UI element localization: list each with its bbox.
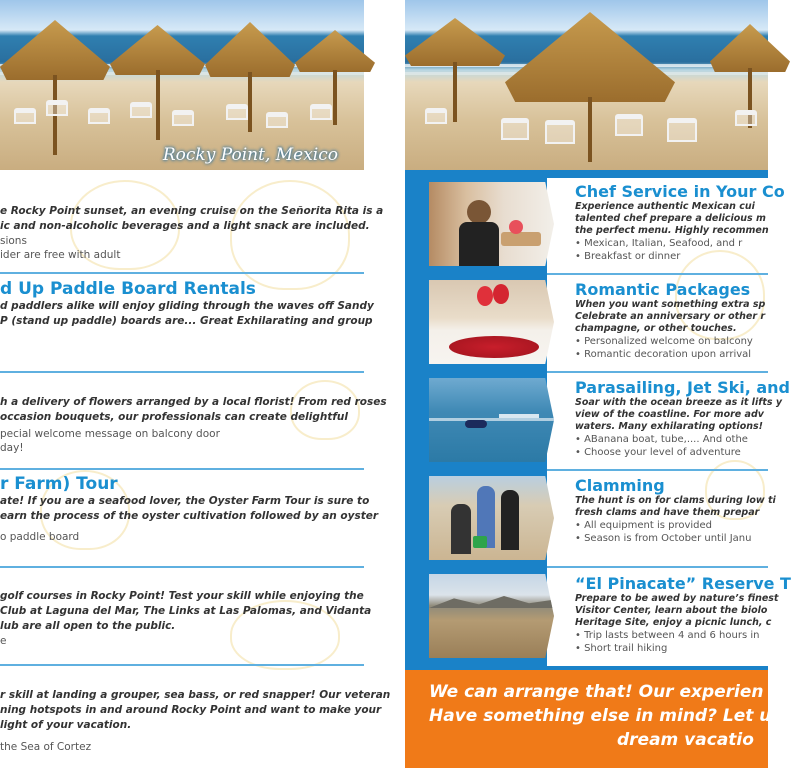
section-body-line: view of the coastline. For more adv [575, 409, 764, 420]
section-body-line: P (stand up paddle) boards are... Great Exhilarating and group [0, 315, 373, 327]
beach-hero-photo [0, 0, 364, 170]
section-divider [0, 468, 364, 470]
section-clamming [405, 466, 776, 561]
section-chef-service [405, 172, 785, 267]
section-fishing [0, 688, 391, 754]
section-bullet: • Choose your level of adventure [575, 447, 741, 458]
section-bullet: • Breakfast or dinner [575, 251, 681, 262]
section-body-line: golf courses in Rocky Point! Test your skill while enjoying the [0, 590, 364, 602]
section-body-line: earn the process of the oyster cultivation followed by an oyster [0, 510, 379, 522]
section-divider [0, 664, 364, 666]
section-body-line: lub are all open to the public. [0, 620, 176, 632]
hero-caption: Rocky Point, Mexico [162, 145, 338, 165]
romantic-bed-photo [429, 280, 554, 364]
section-bullet: • Season is from October until Janu [575, 533, 752, 544]
section-title: d Up Paddle Board Rentals [0, 279, 256, 299]
section-title: Parasailing, Jet Ski, and [575, 378, 791, 397]
cta-line: dream vacatio [617, 730, 754, 750]
section-body-line: Heritage Site, enjoy a picnic lunch, c [575, 617, 772, 628]
section-bullet: • Mexican, Italian, Seafood, and r [575, 238, 743, 249]
section-bullet: ider are free with adult [0, 249, 121, 261]
section-bullet: sions [0, 235, 27, 247]
section-body-line: e Rocky Point sunset, an evening cruise on the Señorita Rita is a [0, 205, 384, 217]
section-body-line: ic and non-alcoholic beverages and a light snack are included. [0, 220, 370, 232]
section-body-line: Celebrate an anniversary or other r [575, 311, 766, 322]
section-title: Romantic Packages [575, 280, 751, 299]
section-body-line: talented chef prepare a delicious m [575, 213, 766, 224]
section-divider [0, 371, 364, 373]
beach-hero-photo-right [405, 0, 768, 170]
section-bullet: e [0, 635, 7, 647]
brochure-page-right [405, 0, 791, 768]
section-body-line: When you want something extra sp [575, 299, 766, 310]
section-bullet: • Short trail hiking [575, 643, 668, 654]
section-title: Chef Service in Your Co [575, 182, 785, 201]
section-bullet: • All equipment is provided [575, 520, 713, 531]
section-divider [0, 272, 364, 274]
section-el-pinacate [405, 564, 791, 659]
section-bullet: • Trip lasts between 4 and 6 hours in [575, 630, 760, 641]
section-body-line: d paddlers alike will enjoy gliding through the waves off Sandy [0, 300, 374, 312]
section-oyster-farm-tour [0, 474, 379, 544]
section-body-line: ning hotspots in and around Rocky Point and want to make your [0, 704, 382, 716]
section-body-line: Prepare to be awed by nature’s finest [575, 593, 779, 604]
section-body-line: the perfect menu. Highly recommen [575, 225, 769, 236]
section-body-line: Experience authentic Mexican cui [575, 201, 755, 212]
section-romantic-packages [405, 270, 768, 365]
section-body-line: champagne, or other touches. [575, 323, 737, 334]
section-body-line: r skill at landing a grouper, sea bass, or red snapper! Our veteran [0, 689, 391, 701]
section-sunset-cruise [0, 204, 384, 262]
section-title: “El Pinacate” Reserve T [575, 574, 791, 593]
jet-ski-photo [429, 378, 554, 462]
call-to-action-banner [405, 670, 782, 768]
section-bullet: pecial welcome message on balcony door [0, 428, 220, 440]
section-title: Clamming [575, 476, 665, 495]
section-body-line: occasion bouquets, our professionals can create delightful [0, 411, 349, 423]
section-bullet: • ABanana boat, tube,.... And othe [575, 434, 748, 445]
brochure-page-left [0, 0, 391, 768]
section-golf [0, 589, 372, 648]
section-body-line: ate! If you are a seafood lover, the Oyster Farm Tour is sure to [0, 495, 370, 507]
section-body-line: light of your vacation. [0, 719, 132, 731]
cta-line: We can arrange that! Our experien [429, 682, 764, 702]
desert-reserve-photo [429, 574, 554, 658]
cta-line: Have something else in mind? Let us [429, 706, 782, 726]
section-flowers [0, 395, 387, 455]
section-parasailing [405, 368, 791, 463]
section-body-line: The hunt is on for clams during low ti [575, 495, 776, 506]
chef-photo [429, 182, 554, 266]
section-bullet: o paddle board [0, 531, 80, 543]
section-body-line: Club at Laguna del Mar, The Links at Las Palomas, and Vidanta [0, 605, 372, 617]
section-title: r Farm) Tour [0, 474, 118, 494]
section-divider [0, 566, 364, 568]
section-bullet: • Personalized welcome on balcony [575, 336, 753, 347]
section-body-line: Visitor Center, learn about the biolo [575, 605, 768, 616]
clamming-photo [429, 476, 554, 560]
section-paddle-board [0, 279, 374, 329]
section-bullet: • Romantic decoration upon arrival [575, 349, 752, 360]
section-bullet: day! [0, 442, 24, 454]
section-body-line: fresh clams and have them prepar [575, 507, 760, 518]
section-bullet: the Sea of Cortez [0, 741, 92, 753]
section-body-line: waters. Many exhilarating options! [575, 421, 763, 432]
section-body-line: Soar with the ocean breeze as it lifts y [575, 397, 783, 408]
section-body-line: h a delivery of flowers arranged by a local florist! From red roses [0, 396, 387, 408]
